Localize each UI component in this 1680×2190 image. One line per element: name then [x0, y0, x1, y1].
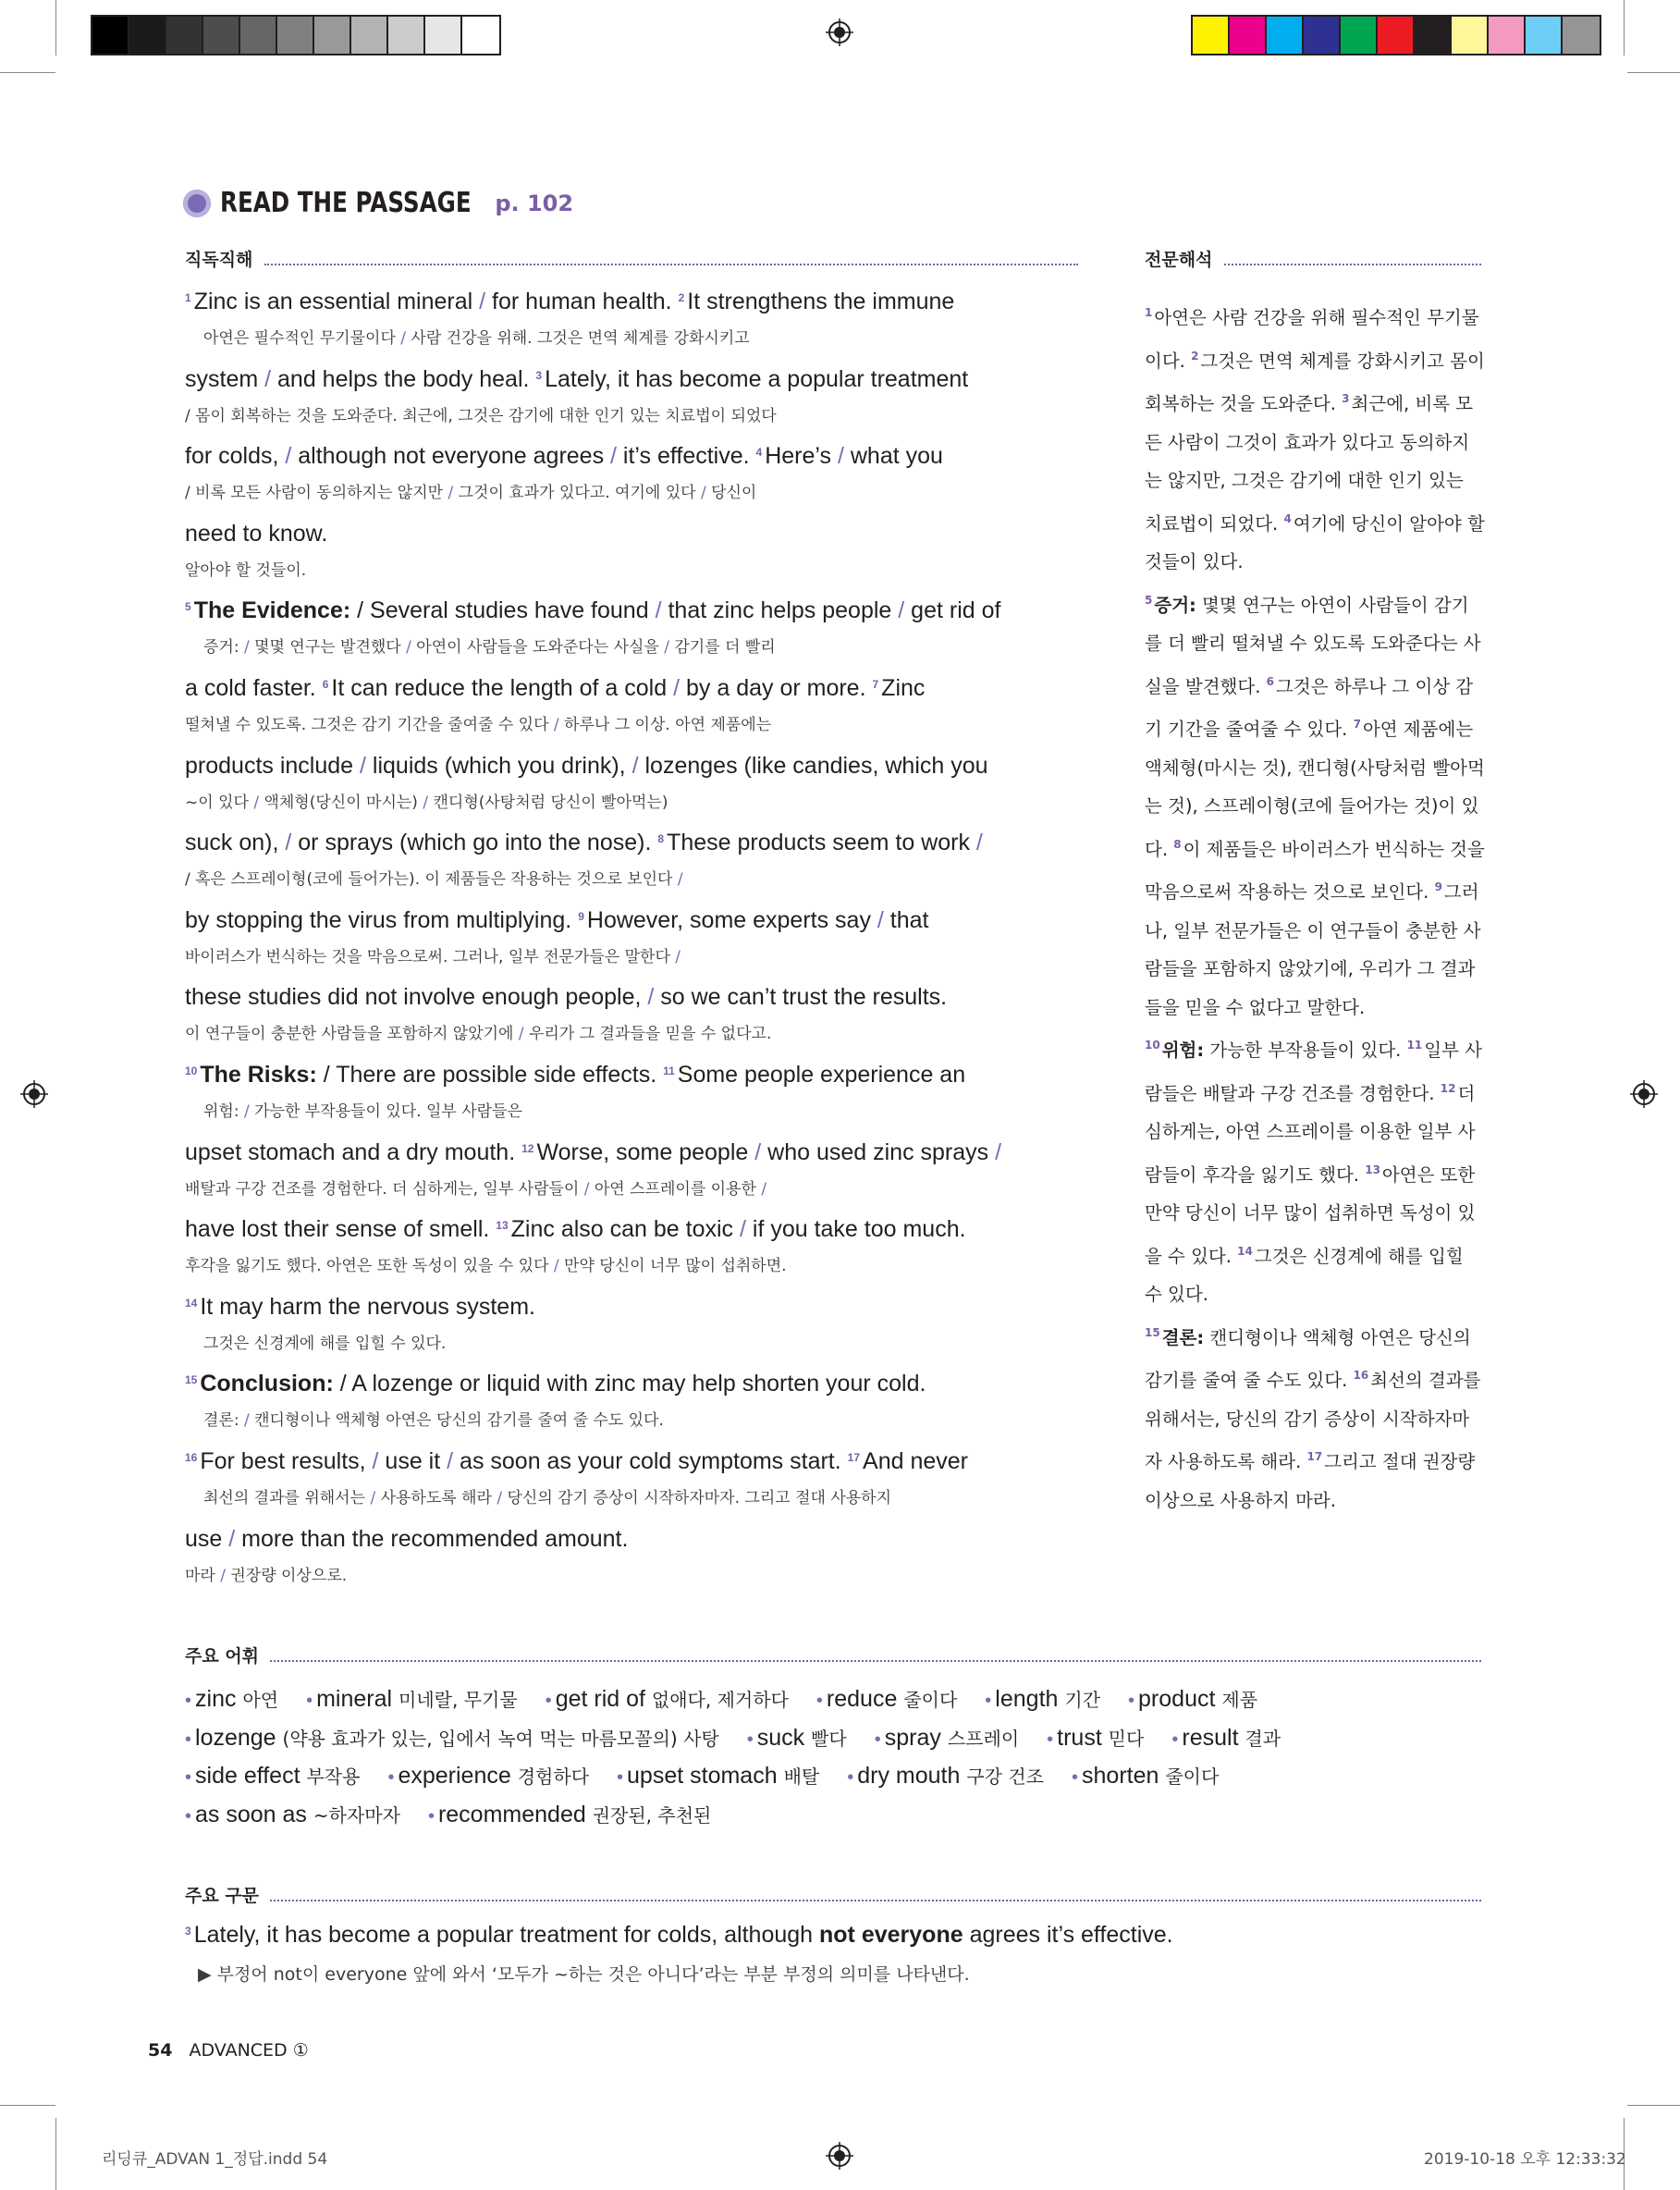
vocab-label: 주요 어휘 [185, 1646, 260, 1667]
structure-label: 주요 구문 [185, 1886, 260, 1906]
korean-gloss: 후각을 잃기도 했다. 아연은 또한 독성이 있을 수 있다 / 만약 당신이 너무 많이 섭취하면. [185, 1257, 787, 1276]
color-swatch [1526, 17, 1563, 54]
translation-sentence: $^6$ 그것은 하루나 그 이상 감기 기간을 줄여줄 수 있다. [1145, 674, 1474, 740]
color-swatch [129, 17, 166, 54]
sentence-number: 6 [322, 678, 329, 691]
passage-line [185, 984, 947, 1011]
grayscale-color-bar [91, 15, 501, 55]
english-text: / Several studies have found / that zinc helps people / get rid of [357, 597, 1001, 624]
korean-gloss: / 몸이 회복하는 것을 도와준다. 최근에, 그것은 감기에 대한 인기 있는 치료법이 되었다 [185, 406, 777, 425]
translation-sentence: $^7$ 아연 제품에는 액체형(마시는 것), 캔디형(사탕처럼 빨아먹는 것), 스프레이형(코에 들어가는 것)이 있다. [1145, 718, 1485, 860]
vocab-item: • lozenge (약용 효과가 있는, 입에서 녹여 먹는 마름모꼴의) 사탕 [185, 1724, 719, 1751]
translation-sentence: $^{15}$ 결론: 캔디형이나 액체형 아연은 당신의 감기를 줄여 줄 수도 있다. [1145, 1325, 1471, 1391]
vocab-item: • trust 믿다 [1047, 1724, 1145, 1751]
passage-line [185, 1216, 966, 1243]
korean-gloss: 배탈과 구강 건조를 경험한다. 더 심하게는, 일부 사람들이 / 아연 스프레이를 이용한 / [185, 1179, 767, 1199]
vocab-item: • result 결과 [1171, 1724, 1281, 1751]
passage-line [185, 597, 1000, 624]
english-text: a cold faster. [185, 675, 316, 701]
english-text: upset stomach and a dry mouth. [185, 1138, 516, 1165]
cmyk-color-bar [1191, 15, 1601, 55]
passage-line [185, 1294, 535, 1321]
vocab-item: • as soon as ~하자마자 [185, 1801, 400, 1827]
vocab-item: • zinc 아연 [185, 1686, 279, 1712]
english-text: / A lozenge or liquid with zinc may help shorten your cold. [339, 1371, 926, 1397]
registration-mark-icon [826, 2142, 853, 2170]
translation-paragraph [1145, 294, 1485, 582]
color-swatch [1193, 17, 1230, 54]
color-swatch [1304, 17, 1341, 54]
color-swatch [425, 17, 462, 54]
english-text: suck on), / or sprays (which go into the nose). [185, 830, 652, 856]
vocab-item: • suck 빨다 [746, 1724, 847, 1751]
translation-sentence: $^8$ 이 제품들은 바이러스가 번식하는 것을 막음으로써 작용하는 것으로 보인다. [1145, 837, 1485, 903]
sentence-number: 3 [185, 1925, 191, 1938]
english-text: use / more than the recommended amount. [185, 1525, 629, 1552]
vocab-item: • recommended 권장된, 추천된 [427, 1801, 712, 1827]
sentence-number: 1 [185, 291, 191, 304]
crop-mark [0, 2105, 55, 2106]
korean-gloss: 증거: / 몇몇 연구는 발견했다 / 아연이 사람들을 도와준다는 사실을 / 감기를 더 빨리 [203, 638, 776, 658]
passage-line [185, 1139, 1001, 1166]
full-translation [1145, 294, 1485, 1519]
color-swatch [1378, 17, 1415, 54]
korean-gloss: 떨쳐낼 수 있도록. 그것은 감기 기간을 줄여줄 수 있다 / 하루나 그 이상. 아연 제품에는 [185, 716, 772, 734]
translation-paragraph [1145, 582, 1485, 1027]
crop-mark [0, 72, 55, 73]
english-text: Lately, it has become a popular treatment [545, 365, 969, 392]
translation-sentence: $^5$ 증거: 몇몇 연구는 아연이 사람들이 감기를 더 빨리 떨쳐낼 수 있도록 도와준다는 사실을 발견했다. [1145, 593, 1481, 697]
passage-line [185, 1371, 926, 1397]
page-number: 54 [148, 2040, 173, 2061]
emphasis: not everyone [819, 1922, 963, 1948]
translation-sentence: $^{11}$ 일부 사람들은 배탈과 구강 건조를 경험한다. [1145, 1039, 1482, 1104]
vocab-item: • reduce 줄이다 [815, 1686, 958, 1712]
dotted-divider [270, 1660, 1481, 1662]
translation-sentence: $^{10}$ 위험: 가능한 부작용들이 있다. [1145, 1039, 1402, 1061]
korean-gloss: 알아야 할 것들이. [185, 560, 307, 580]
translation-sentence: $^{14}$ 그것은 신경계에 해를 입힐 수 있다. [1145, 1244, 1464, 1305]
crop-mark [55, 0, 56, 55]
vocab-item: • shorten 줄이다 [1072, 1763, 1220, 1789]
color-swatch [351, 17, 388, 54]
sentence-number: 13 [496, 1219, 509, 1233]
english-text: by stopping the virus from multiplying. [185, 906, 572, 933]
page-footer [148, 2040, 309, 2061]
section-title: READ THE PASSAGE [220, 187, 472, 219]
vocab-row [185, 1801, 739, 1828]
vocab-item: • spray 스프레이 [874, 1724, 1020, 1751]
color-swatch [1489, 17, 1526, 54]
korean-gloss: 바이러스가 번식하는 것을 막음으로써. 그러나, 일부 전문가들은 말한다 / [185, 947, 681, 966]
translation-paragraph [1145, 1027, 1485, 1314]
passage-line [185, 1448, 968, 1475]
sentence-number: 16 [185, 1451, 198, 1464]
korean-gloss: 위험: / 가능한 부작용들이 있다. 일부 사람들은 [203, 1102, 522, 1121]
english-text: system / and helps the body heal. [185, 365, 530, 392]
sentence-number: 7 [872, 678, 879, 691]
passage-section-label: The Risks: [200, 1062, 317, 1088]
vocab-item: • get rid of 없애다, 제거하다 [545, 1686, 789, 1712]
dotted-divider [270, 1900, 1481, 1901]
vocab-item: • dry mouth 구강 건조 [847, 1763, 1044, 1789]
crop-mark [55, 2118, 56, 2190]
vocab-item: • experience 경험하다 [387, 1763, 590, 1789]
sentence-number: 17 [847, 1451, 861, 1464]
english-text: It strengthens the immune [687, 289, 955, 314]
translation-sentence: $^4$ 여기에 당신이 알아야 할 것들이 있다. [1145, 511, 1485, 572]
passage-line [185, 753, 988, 780]
right-column-label: 전문해석 [1145, 250, 1213, 270]
english-text: / There are possible side effects. [323, 1062, 657, 1088]
structure-note: ▶ 부정어 not이 everyone 앞에 와서 ‘모두가 ~하는 것은 아니다’라는 부분 부정의 의미를 나타낸다. [198, 1964, 970, 1985]
passage-section-label: Conclusion: [200, 1371, 334, 1397]
passage-section-label: The Evidence: [193, 597, 351, 624]
registration-mark-icon [826, 18, 853, 46]
sentence-number: 3 [535, 368, 543, 382]
crop-mark [1624, 0, 1625, 55]
book-title: ADVANCED ① [189, 2040, 309, 2061]
passage-line [185, 830, 983, 856]
passage-line [185, 675, 925, 702]
color-swatch [462, 17, 499, 54]
color-swatch [166, 17, 203, 54]
color-swatch [388, 17, 425, 54]
bullet-circle-icon [183, 190, 211, 217]
sentence-number: 14 [185, 1296, 198, 1310]
english-text: Zinc [881, 675, 926, 701]
page-reference: p. 102 [495, 190, 574, 216]
file-slug: 리딩큐_ADVAN 1_정답.indd 54 [102, 2150, 328, 2169]
color-swatch [1452, 17, 1489, 54]
color-swatch [203, 17, 240, 54]
english-text: Zinc also can be toxic / if you take too much. [510, 1216, 966, 1243]
sentence-number: 9 [578, 909, 584, 923]
color-swatch [240, 17, 277, 54]
english-text: Zinc is an essential mineral / for human health. [193, 289, 672, 314]
print-date: 2019-10-18 오후 12:33:32 [1424, 2150, 1626, 2169]
translation-sentence: $^1$ 아연은 사람 건강을 위해 필수적인 무기물이다. [1145, 306, 1479, 372]
section-header [183, 187, 573, 219]
translation-sentence: $^9$ 그러나, 일부 전문가들은 이 연구들이 충분한 사람들을 포함하지 않았기에, 우리가 그 결과들을 믿을 수 없다고 말한다. [1145, 880, 1481, 1018]
registration-mark-icon [20, 1080, 48, 1108]
passage-line [185, 1526, 628, 1553]
color-swatch [1415, 17, 1452, 54]
translation-sentence: $^{17}$ 그리고 절대 권장량 이상으로 사용하지 마라. [1145, 1450, 1476, 1511]
translation-sentence: $^{12}$ 더 심하게는, 아연 스프레이를 이용한 일부 사람들이 후각을 잃기도 했다. [1145, 1081, 1476, 1186]
english-text: products include / liquids (which you drink), / lozenges (like candies, which you [185, 752, 988, 779]
color-swatch [92, 17, 129, 54]
english-text: And never [863, 1448, 968, 1474]
translation-sentence: $^{16}$ 최선의 결과를 위해서는, 당신의 감기 증상이 시작하자마자 사용하도록 해라. [1145, 1369, 1481, 1472]
vocab-item: • product 제품 [1128, 1686, 1258, 1712]
korean-gloss: 마라 / 권장량 이상으로. [185, 1566, 348, 1585]
english-text: Here’s / what you [765, 443, 943, 470]
vocab-item: • mineral 미네랄, 무기물 [306, 1686, 518, 1712]
vocab-item: • length 기간 [985, 1686, 1101, 1712]
vocab-row [185, 1724, 1308, 1752]
english-text: Worse, some people / who used zinc sprays / [536, 1138, 1002, 1165]
passage-line [185, 521, 327, 548]
vocab-row [185, 1762, 1246, 1790]
english-text: Some people experience an [677, 1062, 966, 1088]
vocab-item: • upset stomach 배탈 [617, 1763, 820, 1789]
korean-gloss: / 혹은 스프레이형(코에 들어가는). 이 제품들은 작용하는 것으로 보인다 / [185, 870, 683, 890]
translation-sentence: $^{13}$ 아연은 또한 만약 당신이 너무 많이 섭취하면 독성이 있을 수 있다. [1145, 1163, 1476, 1267]
english-text: need to know. [185, 520, 328, 547]
structure-sentence: $^3$ Lately, it has become a popular treatment for colds, although not everyone agrees it’s effective. [185, 1922, 1173, 1948]
sentence-number: 2 [678, 291, 685, 304]
translation-paragraph [1145, 1314, 1485, 1520]
color-swatch [314, 17, 351, 54]
dotted-divider [264, 264, 1078, 265]
translation-sentence: $^3$ 최근에, 비록 모든 사람이 그것이 효과가 있다고 동의하지는 않지만, 그것은 감기에 대한 인기 있는 치료법이 되었다. [1145, 392, 1474, 535]
english-text: It can reduce the length of a cold / by a day or more. [331, 675, 866, 701]
vocab-row [185, 1685, 1285, 1713]
korean-gloss: 그것은 신경계에 해를 입힐 수 있다. [203, 1334, 447, 1353]
translation-sentence: $^2$ 그것은 면역 체계를 강화시키고 몸이 회복하는 것을 도와준다. [1145, 349, 1485, 414]
color-swatch [1341, 17, 1378, 54]
korean-gloss: / 비록 모든 사람이 동의하지는 않지만 / 그것이 효과가 있다고. 여기에 있다 / 당신이 [185, 484, 757, 503]
sentence-number: 12 [521, 1141, 534, 1155]
crop-mark [1627, 2105, 1680, 2106]
sentence-number: 10 [185, 1064, 198, 1077]
english-text: these studies did not involve enough people, / so we can’t trust the results. [185, 984, 948, 1011]
sentence-number: 8 [657, 832, 665, 846]
korean-gloss: ~이 있다 / 액체형(당신이 마시는) / 캔디형(사탕처럼 당신이 빨아먹는) [185, 793, 668, 812]
passage-line [185, 443, 943, 470]
registration-mark-icon [1630, 1080, 1658, 1108]
sentence-number: 5 [185, 600, 191, 614]
english-text: These products seem to work / [667, 830, 983, 856]
english-text: For best results, / use it / as soon as your cold symptoms start. [200, 1448, 841, 1474]
color-swatch [1230, 17, 1267, 54]
dotted-divider [1224, 264, 1481, 265]
sentence-number: 4 [755, 446, 763, 460]
passage-line [185, 289, 954, 315]
korean-gloss: 최선의 결과를 위해서는 / 사용하도록 해라 / 당신의 감기 증상이 시작하자마자. 그리고 절대 사용하지 [203, 1489, 892, 1507]
english-text: It may harm the nervous system. [200, 1293, 535, 1320]
korean-gloss: 아연은 필수적인 무기물이다 / 사람 건강을 위해. 그것은 면역 체계를 강화시키고 [203, 329, 750, 348]
vocab-item: • side effect 부작용 [185, 1763, 361, 1789]
sentence-number: 15 [185, 1373, 198, 1387]
color-swatch [277, 17, 314, 54]
color-swatch [1267, 17, 1304, 54]
passage-line [185, 1062, 965, 1089]
english-text: for colds, / although not everyone agrees / it’s effective. [185, 443, 750, 470]
english-text: have lost their sense of smell. [185, 1216, 490, 1243]
passage-line [185, 366, 968, 393]
passage-line [185, 907, 929, 934]
sentence-number: 11 [663, 1064, 675, 1077]
korean-gloss: 결론: / 캔디형이나 액체형 아연은 당신의 감기를 줄여 줄 수도 있다. [203, 1411, 664, 1431]
crop-mark [1627, 72, 1680, 73]
english-text: However, some experts say / that [586, 906, 929, 933]
korean-gloss: 이 연구들이 충분한 사람들을 포함하지 않았기에 / 우리가 그 결과들을 믿을 수 없다고. [185, 1025, 772, 1044]
left-column-label: 직독직해 [185, 250, 253, 270]
color-swatch [1563, 17, 1600, 54]
